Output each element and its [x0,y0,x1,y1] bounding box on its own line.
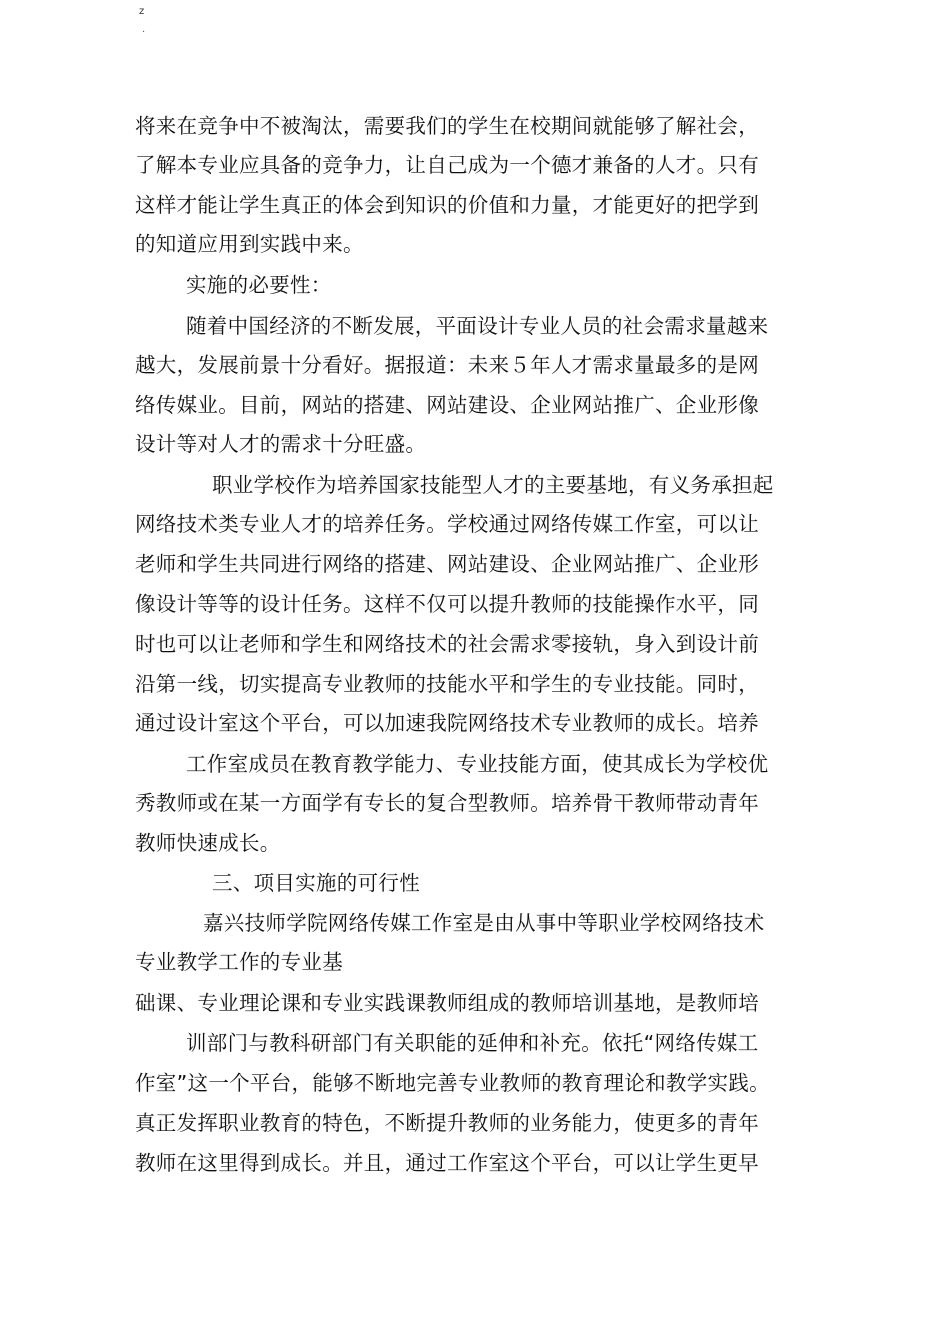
paragraph-line: 将来在竞争中不被淘汰，需要我们的学生在校期间就能够了解社会， [135,114,759,138]
paragraph-line: 沿第一线，切实提高专业教师的技能水平和学生的专业技能。同时， [135,672,759,696]
paragraph-line: 础课、专业理论课和专业实践课教师组成的教师培训基地，是教师培 [135,991,759,1015]
paragraph-line: 真正发挥职业教育的特色，不断提升教师的业务能力，使更多的青年 [135,1111,759,1135]
paragraph-line: 了解本专业应具备的竞争力，让自己成为一个德才兼备的人才。只有 [135,153,759,177]
header-dot: . [142,24,146,35]
paragraph-line: 专业教学工作的专业基 [135,950,343,974]
paragraph-line: 络传媒业。目前，网站的搭建、网站建设、企业网站推广、企业形像 [135,393,759,417]
paragraph-line: 作室”这一个平台，能够不断地完善专业教师的教育理论和教学实践。 [135,1071,770,1095]
paragraph-line: 的知道应用到实践中来。 [135,232,364,256]
paragraph-line: 训部门与教科研部门有关职能的延伸和补充。依托“网络传媒工 [186,1031,759,1055]
paragraph-line: 工作室成员在教育教学能力、专业技能方面，使其成长为学校优 [186,752,769,776]
paragraph-line: 这样才能让学生真正的体会到知识的价值和力量，才能更好的把学到 [135,193,759,217]
header-mark: z [139,6,145,17]
paragraph-line: 职业学校作为培养国家技能型人才的主要基地，有义务承担起 [212,473,774,497]
paragraph-line: 秀教师或在某一方面学有专长的复合型教师。培养骨干教师带动青年 [135,791,759,815]
paragraph-line: 老师和学生共同进行网络的搭建、网站建设、企业网站推广、企业形 [135,552,759,576]
paragraph-line: 教师快速成长。 [135,831,281,855]
paragraph-line: 越大，发展前景十分看好。据报道：未来５年人才需求量最多的是网 [135,353,759,377]
paragraph-line: 设计等对人才的需求十分旺盛。 [135,432,427,456]
paragraph-line: 像设计等等的设计任务。这样不仅可以提升教师的技能操作水平，同 [135,592,759,616]
paragraph-line: 通过设计室这个平台，可以加速我院网络技术专业教师的成长。培养 [135,711,759,735]
paragraph-line: 教师在这里得到成长。并且，通过工作室这个平台，可以让学生更早 [135,1151,759,1175]
paragraph-line: 随着中国经济的不断发展，平面设计专业人员的社会需求量越来 [186,314,769,338]
section-heading: 实施的必要性： [186,273,332,297]
section-heading: 三、项目实施的可行性 [212,871,420,895]
paragraph-line: 嘉兴技师学院网络传媒工作室是由从事中等职业学校网络技术 [203,911,765,935]
paragraph-line: 网络技术类专业人才的培养任务。学校通过网络传媒工作室，可以让 [135,512,759,536]
paragraph-line: 时也可以让老师和学生和网络技术的社会需求零接轨，身入到设计前 [135,632,759,656]
